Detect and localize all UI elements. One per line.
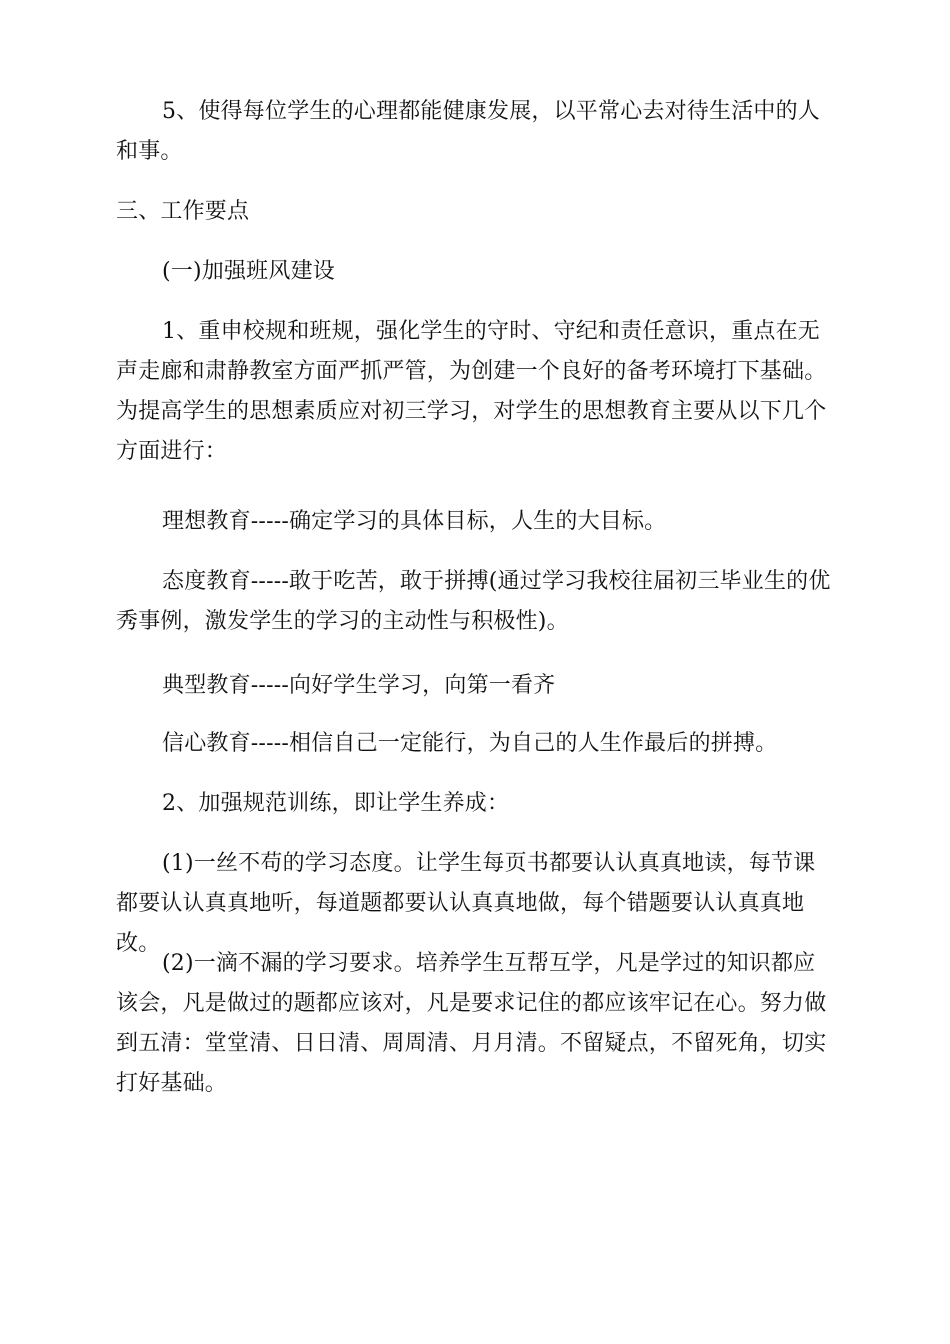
paragraph-sub-item-2: (2)一滴不漏的学习要求。培养学生互帮互学，凡是学过的知识都应该会，凡是做过的题都应该对，凡是要求记住的都应该牢记在心。努力做到五清：堂堂清、日日清、周周清、月月清。不留疑点，不留死角，切实打好基础。 xyxy=(116,951,827,1096)
paragraph-attitude-education: 态度教育-----敢于吃苦，敢于拼搏(通过学习我校往届初三毕业生的优秀事例，激发学生的学习的主动性与积极性)。 xyxy=(116,569,831,634)
paragraph-confidence-education: 信心教育-----相信自己一定能行，为自己的人生作最后的拼搏。 xyxy=(162,731,778,756)
subheading-class-style: (一)加强班风建设 xyxy=(162,259,335,284)
section-heading-work-points: 三、工作要点 xyxy=(116,199,250,224)
paragraph-item-5: 5、使得每位学生的心理都能健康发展，以平常心去对待生活中的人和事。 xyxy=(116,99,820,164)
paragraph-item-2: 2、加强规范训练，即让学生养成： xyxy=(162,791,510,816)
paragraph-sub-item-1: (1)一丝不苟的学习态度。让学生每页书都要认认真真地读，每节课都要认认真真地听，每道题都要认认真真地做，每个错题要认认真真地改。 xyxy=(116,851,816,956)
paragraph-model-education: 典型教育-----向好学生学习，向第一看齐 xyxy=(162,673,556,698)
paragraph-ideal-education: 理想教育-----确定学习的具体目标，人生的大目标。 xyxy=(162,509,667,534)
paragraph-item-1: 1、重申校规和班规，强化学生的守时、守纪和责任意识，重点在无声走廊和肃静教室方面严抓严管，为创建一个良好的备考环境打下基础。为提高学生的思想素质应对初三学习，对学生的思想教育主要从以下几个方面进行： xyxy=(116,319,827,464)
